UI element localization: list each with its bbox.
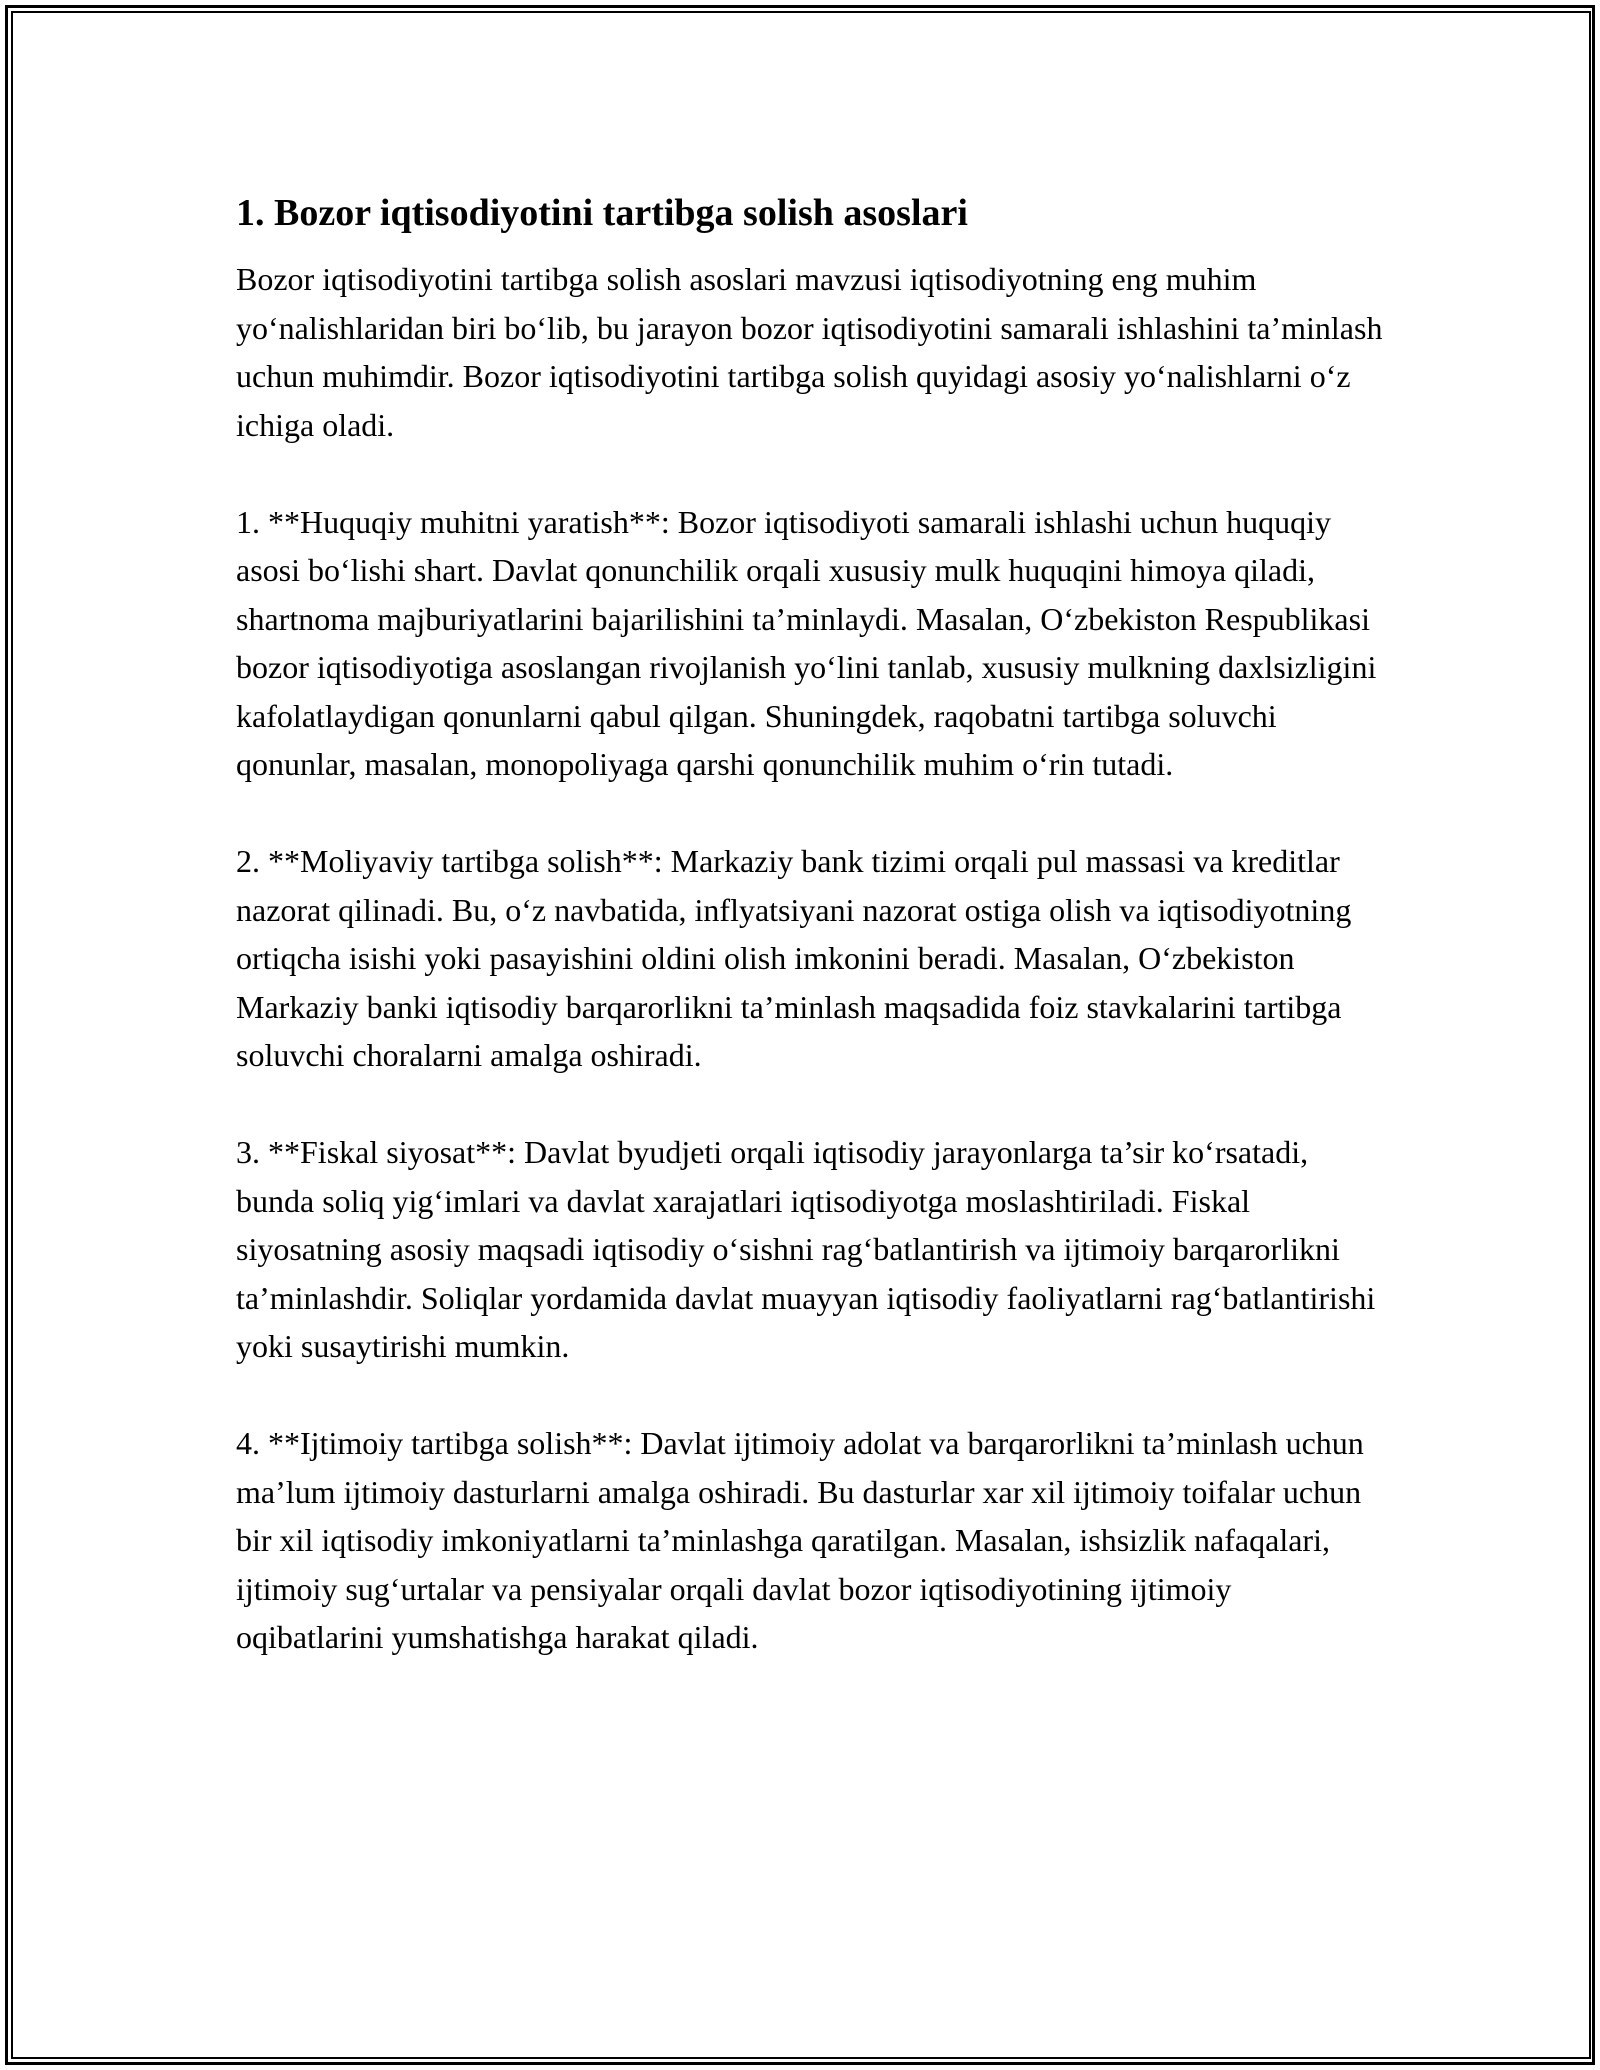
document-body [236,186,1386,1710]
document-title: 1. Bozor iqtisodiyotini tartibga solish asoslari [236,192,968,234]
paragraph-social-regulation: 4. **Ijtimoiy tartibga solish**: Davlat ijtimoiy adolat va barqarorlikni ta’minlash uchun ma’lum ijtimoiy dasturlarni amalga oshiradi. Bu dasturlar xar xil ijtimoiy toifalar uchun bir xil iqtisodiy imkoniyatlarni ta’minlashga qaratilgan. Masalan, ishsizlik nafaqalari, ijtimoiy sug‘urtalar va pensiyalar orqali davlat bozor iqtisodiyotining ijtimoiy oqibatlarini yumshatishga harakat qiladi. [236,1425,1364,1655]
paragraph-legal-environment: 1. **Huquqiy muhitni yaratish**: Bozor iqtisodiyoti samarali ishlashi uchun huquqiy asosi bo‘lishi shart. Davlat qonunchilik orqali xususiy mulk huquqini himoya qiladi, shartnoma majburiyatlarini bajarilishini ta’minlaydi. Masalan, O‘zbekiston Respublikasi bozor iqtisodiyotiga asoslangan rivojlanish yo‘lini tanlab, xususiy mulkning daxlsizligini kafolatlaydigan qonunlarni qabul qilgan. Shuningdek, raqobatni tartibga soluvchi qonunlar, masalan, monopoliyaga qarshi qonunchilik muhim o‘rin tutadi. [236,503,1377,782]
paragraph-fiscal-policy: 3. **Fiskal siyosat**: Davlat byudjeti orqali iqtisodiy jarayonlarga ta’sir ko‘rsatadi, bunda soliq yig‘imlari va davlat xarajatlari iqtisodiyotga moslashtiriladi. Fiskal siyosatning asosiy maqsadi iqtisodiy o‘sishni rag‘batlantirish va ijtimoiy barqarorlikni ta’minlashdir. Soliqlar yordamida davlat muayyan iqtisodiy faoliyatlarni rag‘batlantirishi yoki susaytirishi mumkin. [236,1134,1376,1364]
paragraph-financial-regulation: 2. **Moliyaviy tartibga solish**: Markaziy bank tizimi orqali pul massasi va kreditlar nazorat qilinadi. Bu, o‘z navbatida, inflyatsiyani nazorat ostiga olish va iqtisodiyotning ortiqcha isishi yoki pasayishini oldini olish imkonini beradi. Masalan, O‘zbekiston Markaziy banki iqtisodiy barqarorlikni ta’minlash maqsadida foiz stavkalarini tartibga soluvchi choralarni amalga oshiradi. [236,843,1352,1073]
intro-paragraph: Bozor iqtisodiyotini tartibga solish asoslari mavzusi iqtisodiyotning eng muhim yo‘nalishlaridan biri bo‘lib, bu jarayon bozor iqtisodiyotini samarali ishlashini ta’minlash uchun muhimdir. Bozor iqtisodiyotini tartibga solish quyidagi asosiy yo‘nalishlarni o‘z ichiga oladi. [236,261,1383,443]
